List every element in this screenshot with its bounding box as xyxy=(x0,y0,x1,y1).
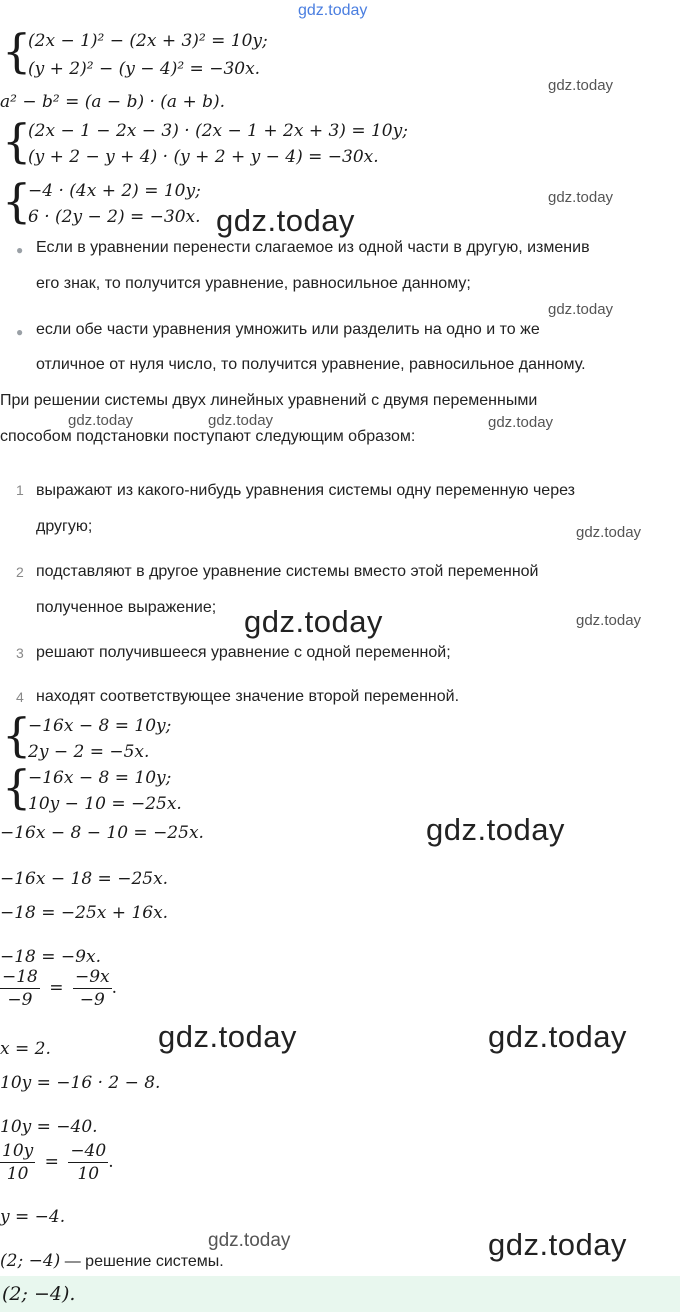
system3-eq2: 6 · (2y − 2) = −30x. xyxy=(28,207,201,227)
fraction-equation: $\frac{-18}{-9}$ = $\frac{-9x}{-9}$ . xyxy=(2,967,118,1010)
watermark-small: gdz.today xyxy=(548,301,614,318)
watermark-large: gdz.today xyxy=(244,604,383,639)
answer-highlight xyxy=(0,1276,680,1312)
step-1-line1: выражают из какого-нибудь уравнения системы одну переменную через xyxy=(36,482,575,499)
watermark-small: gdz.today xyxy=(548,189,614,206)
system-brace: { xyxy=(2,24,32,78)
fraction-numerator: −9x xyxy=(74,967,110,987)
watermark-small: gdz.today xyxy=(576,612,642,629)
system-brace: { xyxy=(2,174,32,228)
solution-line: x = 2. xyxy=(0,1039,51,1059)
solution-line: y = −4. xyxy=(0,1207,66,1227)
watermark-large: gdz.today xyxy=(158,1019,297,1054)
fraction-numerator: −18 xyxy=(2,967,38,987)
fraction-denominator: −9 xyxy=(7,990,33,1010)
intro-line1: При решении системы двух линейных уравнений с двумя переменными xyxy=(0,392,538,409)
rule-1-line1: Если в уравнении перенести слагаемое из одной части в другую, изменив xyxy=(36,239,590,256)
watermark-small: gdz.today xyxy=(208,412,274,429)
watermark-top: gdz.today xyxy=(298,2,368,19)
solution-line: −16x − 18 = −25x. xyxy=(0,869,169,889)
system4-eq2: 2y − 2 = −5x. xyxy=(28,742,150,762)
final-answer: (2; −4). xyxy=(2,1283,76,1305)
intro-line2: способом подстановки поступают следующим образом: xyxy=(0,428,416,445)
step-number: 1 xyxy=(16,482,24,498)
system5-eq2: 10y − 10 = −25x. xyxy=(28,794,182,814)
system2-eq1: (2x − 1 − 2x − 3) · (2x − 1 + 2x + 3) = 10y; xyxy=(28,121,408,141)
solution-line: 10y = −16 · 2 − 8. xyxy=(0,1073,161,1093)
solution-conclusion xyxy=(0,1250,224,1273)
system4-eq1: −16x − 8 = 10y; xyxy=(28,716,172,736)
system-brace: { xyxy=(2,708,32,762)
rule-1-line2: его знак, то получится уравнение, равносильное данному; xyxy=(36,275,471,292)
bullet-icon: ● xyxy=(16,243,24,257)
step-3-line1: решают получившееся уравнение с одной переменной; xyxy=(36,644,451,661)
solution-conclusion-text: — решение системы. xyxy=(60,1253,224,1270)
step-number: 2 xyxy=(16,564,24,580)
rule-2-line1: если обе части уравнения умножить или разделить на одно и то же xyxy=(36,321,540,338)
step-number: 4 xyxy=(16,689,24,705)
step-2-line2: полученное выражение; xyxy=(36,599,217,616)
watermark-large: gdz.today xyxy=(488,1019,627,1054)
step-2-line1: подставляют в другое уравнение системы вместо этой переменной xyxy=(36,563,539,580)
solution-line: −16x − 8 − 10 = −25x. xyxy=(0,823,204,843)
system-brace: { xyxy=(2,760,32,814)
watermark-large: gdz.today xyxy=(488,1227,627,1262)
fraction-numerator: −40 xyxy=(70,1141,107,1161)
solution-line: −18 = −9x. xyxy=(0,947,101,967)
identity-formula: a² − b² = (a − b) · (a + b). xyxy=(0,92,226,112)
system1-eq1: (2x − 1)² − (2x + 3)² = 10y; xyxy=(28,31,268,51)
step-4-line1: находят соответствующее значение второй переменной. xyxy=(36,688,460,705)
system2-eq2: (y + 2 − y + 4) · (y + 2 + y − 4) = −30x. xyxy=(28,147,379,167)
fraction-numerator: 10y xyxy=(2,1141,34,1161)
watermark-large: gdz.today xyxy=(216,203,355,238)
system-brace: { xyxy=(2,114,32,168)
watermark-small: gdz.today xyxy=(576,524,642,541)
solution-pair: (2; −4) xyxy=(0,1251,61,1271)
fraction-equation: $\frac{10y}{10}$ = $\frac{-40}{10}$ . xyxy=(2,1141,114,1184)
step-number: 3 xyxy=(16,645,24,661)
fraction-denominator: −9 xyxy=(79,990,105,1010)
solution-line: 10y = −40. xyxy=(0,1117,98,1137)
step-1-line2: другую; xyxy=(36,518,93,535)
fraction-denominator: 10 xyxy=(77,1164,100,1184)
watermark-small: gdz.today xyxy=(548,77,614,94)
solution-line: −18 = −25x + 16x. xyxy=(0,903,169,923)
system5-eq1: −16x − 8 = 10y; xyxy=(28,768,172,788)
watermark-small: gdz.today xyxy=(208,1230,291,1251)
watermark-large: gdz.today xyxy=(426,812,565,847)
system1-eq2: (y + 2)² − (y − 4)² = −30x. xyxy=(28,59,261,79)
watermark-small: gdz.today xyxy=(68,412,134,429)
system3-eq1: −4 · (4x + 2) = 10y; xyxy=(28,181,201,201)
rule-2-line2: отличное от нуля число, то получится уравнение, равносильное данному. xyxy=(36,356,586,373)
bullet-icon: ● xyxy=(16,325,24,339)
watermark-small: gdz.today xyxy=(488,414,554,431)
fraction-denominator: 10 xyxy=(6,1164,29,1184)
